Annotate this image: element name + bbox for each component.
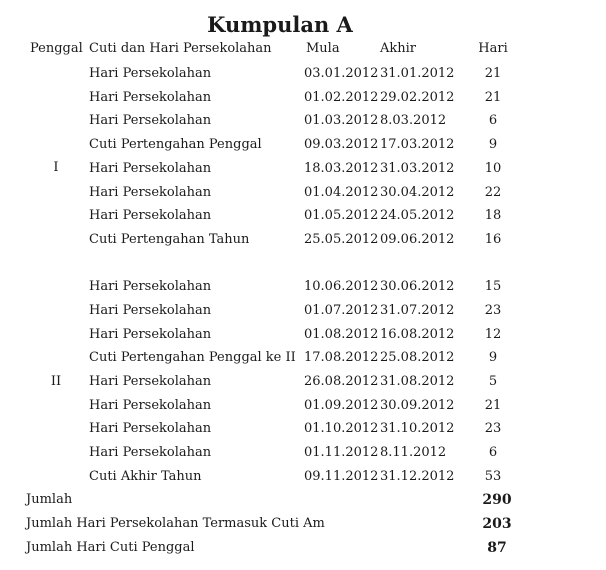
row-end-date: 31.03.2012	[380, 161, 455, 176]
row-start-date: 26.08.2012	[304, 374, 379, 389]
page-title: Kumpulan A	[207, 12, 353, 37]
row-days: 12	[484, 327, 502, 342]
row-end-date: 09.06.2012	[380, 232, 455, 247]
row-activity: Hari Persekolahan	[89, 90, 212, 105]
header-mula: Mula	[306, 41, 340, 56]
summary-label: Jumlah Hari Persekolahan Termasuk Cuti Am	[26, 516, 325, 531]
row-start-date: 09.11.2012	[304, 469, 379, 484]
row-end-date: 24.05.2012	[380, 208, 455, 223]
row-start-date: 25.05.2012	[304, 232, 379, 247]
row-start-date: 03.01.2012	[304, 66, 379, 81]
row-activity: Hari Persekolahan	[89, 161, 212, 176]
row-end-date: 31.08.2012	[380, 374, 455, 389]
summary-value: 290	[482, 492, 512, 508]
row-days: 15	[484, 279, 502, 294]
row-days: 5	[488, 374, 498, 389]
row-end-date: 31.07.2012	[380, 303, 455, 318]
row-days: 21	[484, 90, 502, 105]
row-activity: Cuti Pertengahan Tahun	[89, 232, 250, 247]
row-days: 6	[488, 445, 498, 460]
row-start-date: 01.03.2012	[304, 113, 379, 128]
row-end-date: 8.03.2012	[380, 113, 447, 128]
row-end-date: 31.12.2012	[380, 469, 455, 484]
row-days: 16	[484, 232, 502, 247]
row-end-date: 17.03.2012	[380, 137, 455, 152]
row-days: 9	[488, 350, 498, 365]
row-end-date: 30.04.2012	[380, 185, 455, 200]
row-start-date: 01.07.2012	[304, 303, 379, 318]
row-days: 6	[488, 113, 498, 128]
row-activity: Hari Persekolahan	[89, 113, 212, 128]
row-start-date: 01.11.2012	[304, 445, 379, 460]
header-penggal: Penggal	[30, 41, 83, 56]
row-days: 22	[484, 185, 502, 200]
summary-label: Jumlah	[26, 492, 73, 507]
row-activity: Hari Persekolahan	[89, 66, 212, 81]
row-days: 53	[484, 469, 502, 484]
row-days: 23	[484, 303, 502, 318]
row-start-date: 01.02.2012	[304, 90, 379, 105]
row-activity: Cuti Pertengahan Penggal ke II	[89, 350, 296, 365]
row-days: 21	[484, 66, 502, 81]
row-days: 9	[488, 137, 498, 152]
row-start-date: 09.03.2012	[304, 137, 379, 152]
row-start-date: 10.06.2012	[304, 279, 379, 294]
row-activity: Hari Persekolahan	[89, 327, 212, 342]
row-end-date: 8.11.2012	[380, 445, 447, 460]
row-days: 10	[484, 161, 502, 176]
row-days: 23	[484, 421, 502, 436]
row-days: 18	[484, 208, 502, 223]
row-activity: Hari Persekolahan	[89, 303, 212, 318]
row-activity: Cuti Akhir Tahun	[89, 469, 202, 484]
row-activity: Hari Persekolahan	[89, 279, 212, 294]
row-activity: Hari Persekolahan	[89, 398, 212, 413]
row-end-date: 25.08.2012	[380, 350, 455, 365]
header-activity: Cuti dan Hari Persekolahan	[89, 41, 272, 56]
row-end-date: 16.08.2012	[380, 327, 455, 342]
row-start-date: 01.04.2012	[304, 185, 379, 200]
penggal-label-2: II	[50, 374, 62, 389]
header-hari: Hari	[478, 41, 508, 56]
row-start-date: 01.05.2012	[304, 208, 379, 223]
row-activity: Hari Persekolahan	[89, 445, 212, 460]
row-start-date: 01.09.2012	[304, 398, 379, 413]
row-activity: Hari Persekolahan	[89, 185, 212, 200]
summary-value: 87	[487, 540, 507, 556]
row-activity: Hari Persekolahan	[89, 374, 212, 389]
penggal-label-1: I	[53, 160, 59, 175]
row-end-date: 30.09.2012	[380, 398, 455, 413]
row-end-date: 31.01.2012	[380, 66, 455, 81]
row-start-date: 17.08.2012	[304, 350, 379, 365]
row-end-date: 30.06.2012	[380, 279, 455, 294]
row-days: 21	[484, 398, 502, 413]
row-activity: Hari Persekolahan	[89, 208, 212, 223]
row-start-date: 01.08.2012	[304, 327, 379, 342]
row-end-date: 31.10.2012	[380, 421, 455, 436]
summary-label: Jumlah Hari Cuti Penggal	[26, 540, 195, 555]
summary-value: 203	[482, 516, 512, 532]
row-activity: Hari Persekolahan	[89, 421, 212, 436]
header-akhir: Akhir	[380, 41, 417, 56]
row-end-date: 29.02.2012	[380, 90, 455, 105]
row-activity: Cuti Pertengahan Penggal	[89, 137, 262, 152]
row-start-date: 18.03.2012	[304, 161, 379, 176]
row-start-date: 01.10.2012	[304, 421, 379, 436]
